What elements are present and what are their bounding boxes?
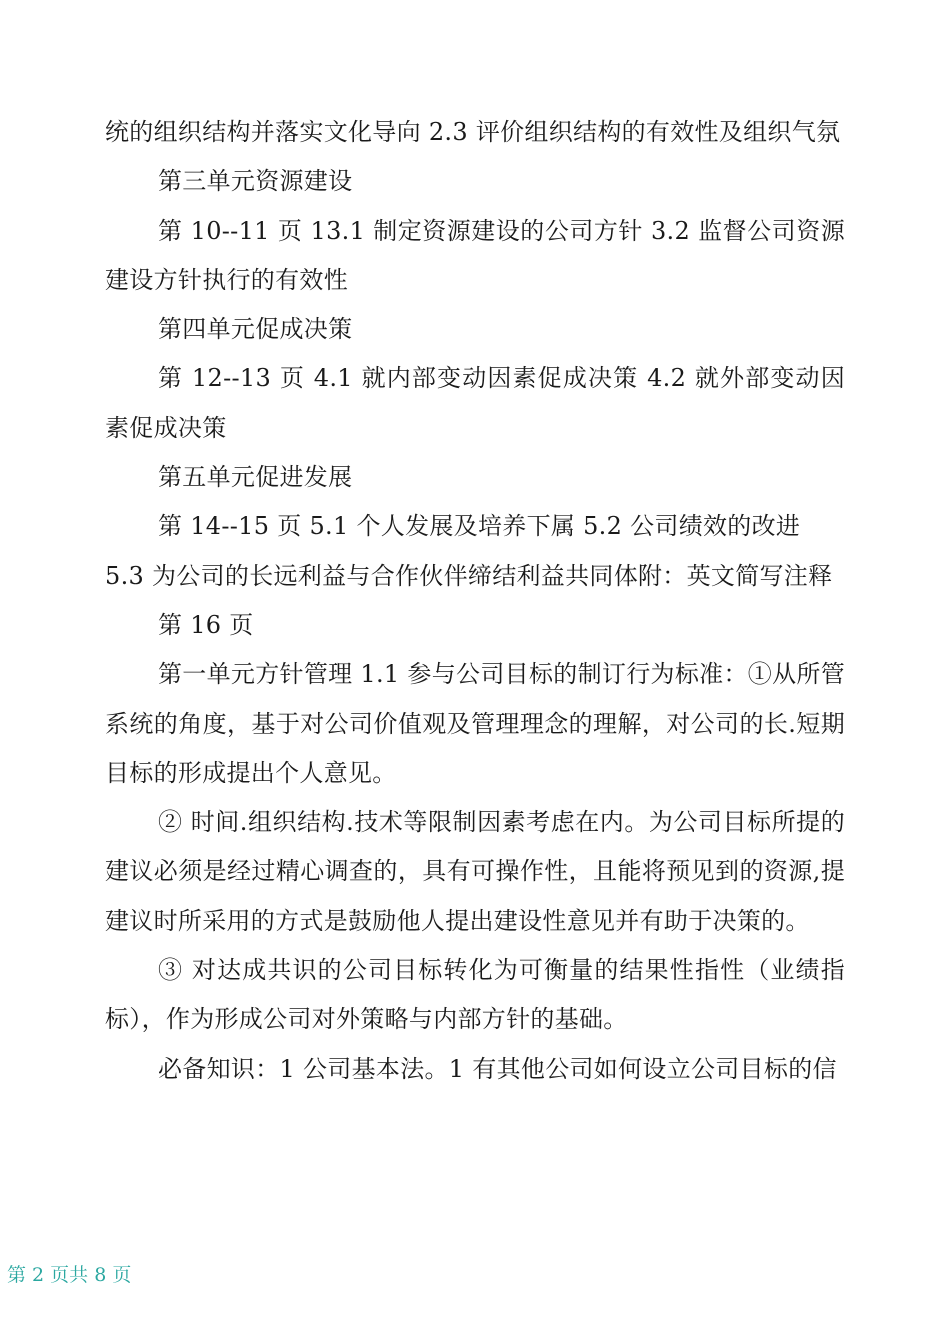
paragraph: 5.3 为公司的长远利益与合作伙伴缔结利益共同体附：英文简写注释 [105, 561, 833, 590]
paragraph: 第 12--13 页 4.1 就内部变动因素促成决策 4.2 就外部变动因素促成决策 [105, 364, 845, 442]
paragraph: 必备知识：1 公司基本法。1 有其他公司如何设立公司目标的信 [158, 1054, 837, 1083]
paragraph: 第 10--11 页 13.1 制定资源建设的公司方针 3.2 监督公司资源建设方针执行的有效性 [105, 216, 845, 294]
paragraph: 第 14--15 页 5.1 个人发展及培养下属 5.2 公司绩效的改进 [158, 512, 801, 541]
paragraph: 统的组织结构并落实文化导向 2.3 评价组织结构的有效性及组织气氛 [105, 118, 841, 146]
paragraph: ③ 对达成共识的公司目标转化为可衡量的结果性指性（业绩指标），作为形成公司对外策略与内部方针的基础。 [105, 956, 845, 1034]
paragraph: ② 时间.组织结构.技术等限制因素考虑在内。为公司目标所提的建议必须是经过精心调查的，具有可操作性，且能将预见到的资源,提建议时所采用的方式是鼓励他人提出建设性意见并有助于决策的。 [105, 808, 845, 935]
paragraph: 第 16 页 [158, 610, 254, 639]
section-heading: 第四单元促成决策 [158, 315, 353, 344]
section-heading: 第三单元资源建设 [158, 167, 353, 196]
section-heading: 第五单元促进发展 [158, 463, 353, 492]
paragraph: 第一单元方针管理 1.1 参与公司目标的制订行为标准：①从所管系统的角度，基于对公司价值观及管理理念的理解，对公司的长.短期目标的形成提出个人意见。 [105, 660, 845, 787]
document-body [105, 108, 845, 1094]
page-indicator: 第 2 页共 8 页 [7, 1264, 132, 1286]
